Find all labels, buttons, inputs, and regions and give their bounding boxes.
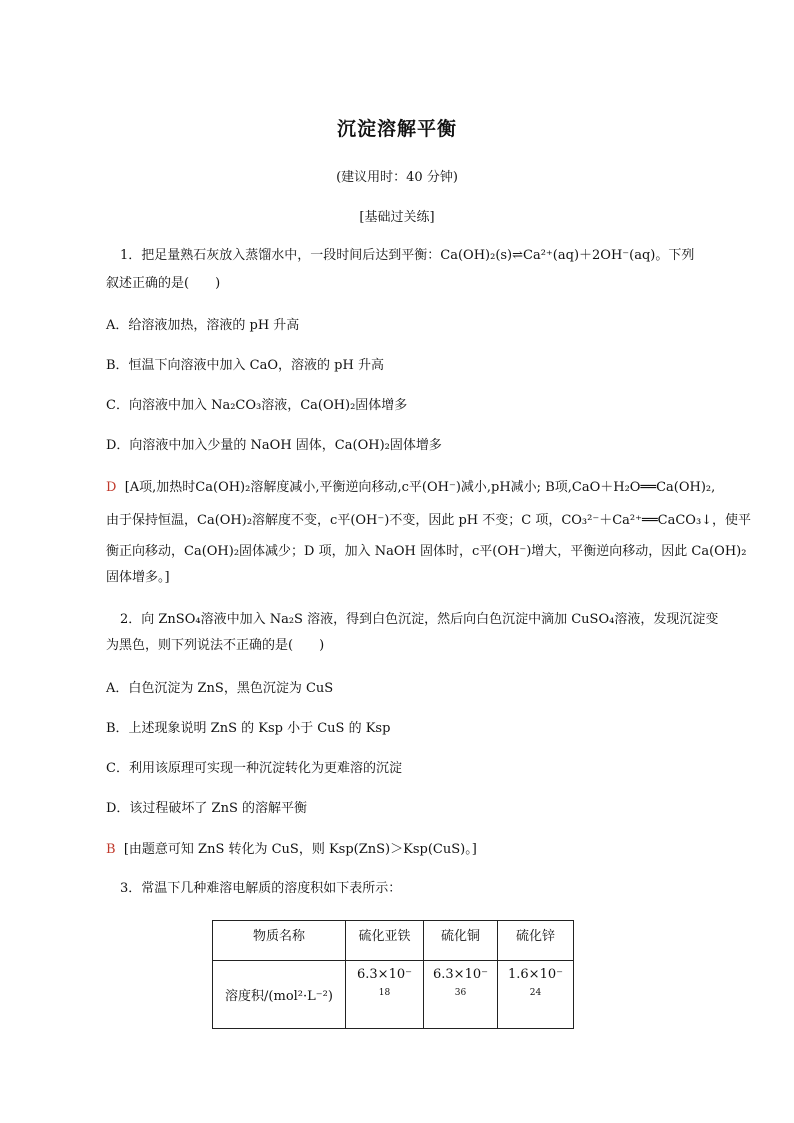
table-header-cell: 物质名称: [213, 921, 346, 961]
q2-option-c: C．利用该原理可实现一种沉淀转化为更难溶的沉淀: [106, 761, 402, 776]
page-title: 沉淀溶解平衡: [336, 118, 457, 140]
ksp-value-cus: 6.3×10⁻: [433, 967, 488, 982]
q1-stem-line1: 1．把足量熟石灰放入蒸馏水中，一段时间后达到平衡：Ca(OH)₂(s)⇌Ca²⁺(aq)＋2OH⁻(aq)。下列: [120, 248, 695, 263]
q1-option-a: A．给溶液加热，溶液的 pH 升高: [106, 318, 300, 333]
suggested-time: (建议用时：40 分钟): [336, 170, 458, 185]
q2-explanation: [106, 841, 477, 859]
table-cell: [498, 961, 574, 1029]
ksp-exponent-zns: 24: [529, 988, 542, 998]
q1-explanation-line4: 固体增多。]: [106, 570, 170, 585]
table-row-label: 溶度积/(mol²·L⁻²): [213, 961, 346, 1029]
table-cell: [424, 961, 498, 1029]
q1-stem-line2: 叙述正确的是( ): [106, 276, 221, 291]
ksp-exponent-cus: 36: [454, 988, 467, 998]
section-heading: [基础过关练]: [359, 210, 435, 225]
ksp-exponent-fes: 18: [378, 988, 391, 998]
table-header-cell: 硫化铜: [424, 921, 498, 961]
q1-option-b: B．恒温下向溶液中加入 CaO，溶液的 pH 升高: [106, 358, 384, 373]
table-header-cell: 硫化亚铁: [346, 921, 424, 961]
q1-explanation-text1: [A项,加热时Ca(OH)₂溶解度减小,平衡逆向移动,c平(OH⁻)减小,pH减小; B项,CaO＋H₂O══Ca(OH)₂,: [124, 480, 716, 495]
q2-stem-line1: 2．向 ZnSO₄溶液中加入 Na₂S 溶液，得到白色沉淀，然后向白色沉淀中滴加 CuSO₄溶液，发现沉淀变: [120, 612, 719, 627]
q3-stem: 3．常温下几种难溶电解质的溶度积如下表所示：: [120, 881, 402, 896]
q1-explanation-line1: [106, 479, 715, 497]
table-header-row: [213, 921, 574, 961]
q2-option-b: B．上述现象说明 ZnS 的 Ksp 小于 CuS 的 Ksp: [106, 721, 391, 736]
q1-option-d: D．向溶液中加入少量的 NaOH 固体，Ca(OH)₂固体增多: [106, 438, 442, 453]
q1-explanation-line2: 由于保持恒温，Ca(OH)₂溶解度不变，c平(OH⁻)不变，因此 pH 不变；C 项，CO₃²⁻＋Ca²⁺══CaCO₃↓，使平: [106, 513, 752, 528]
ksp-value-fes: 6.3×10⁻: [357, 967, 412, 982]
table-row: [213, 961, 574, 1029]
q2-stem-line2: 为黑色，则下列说法不正确的是( ): [106, 638, 325, 653]
table-header-cell: 硫化锌: [498, 921, 574, 961]
q1-answer-letter: D: [106, 480, 117, 495]
ksp-value-zns: 1.6×10⁻: [508, 967, 563, 982]
q2-explanation-text: [由题意可知 ZnS 转化为 CuS，则 Ksp(ZnS)＞Ksp(CuS)。]: [123, 842, 477, 857]
q2-option-a: A．白色沉淀为 ZnS，黑色沉淀为 CuS: [106, 681, 334, 696]
solubility-product-table: [212, 920, 574, 1029]
q1-option-c: C．向溶液中加入 Na₂CO₃溶液，Ca(OH)₂固体增多: [106, 398, 408, 413]
q2-option-d: D．该过程破坏了 ZnS 的溶解平衡: [106, 801, 307, 816]
q2-answer-letter: B: [106, 842, 116, 857]
q1-explanation-line3: 衡正向移动，Ca(OH)₂固体减少；D 项，加入 NaOH 固体时，c平(OH⁻)增大，平衡逆向移动，因此 Ca(OH)₂: [106, 544, 747, 559]
table-cell: [346, 961, 424, 1029]
